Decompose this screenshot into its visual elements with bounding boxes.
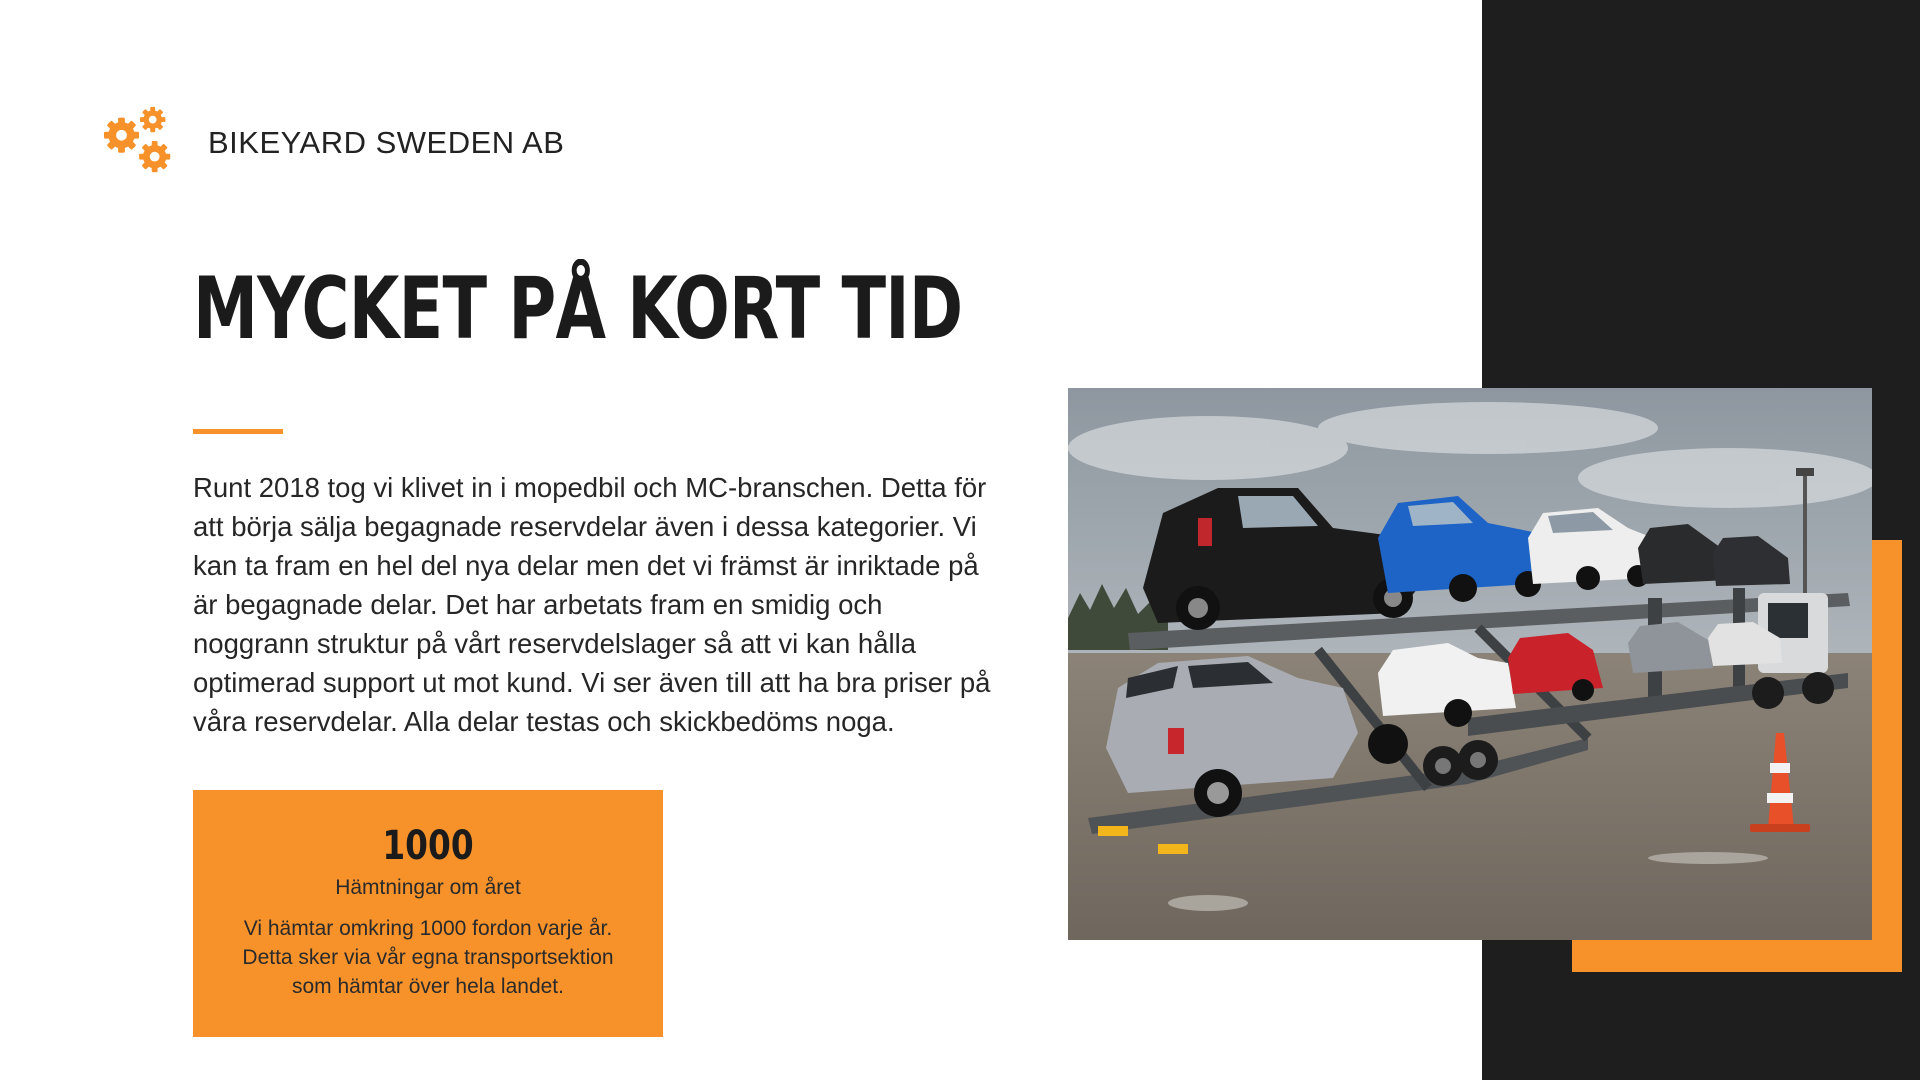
title-divider bbox=[193, 429, 283, 434]
stat-label: Hämtningar om året bbox=[335, 876, 521, 899]
intro-paragraph: Runt 2018 tog vi klivet in i mopedbil och MC-branschen. Detta för att börja sälja begagnade reservdelar även i dessa kategorier. Vi kan ta fram en hel del nya delar men det vi främst är inriktade på är begagnade delar. Det har arbetats fram en smidig och noggrann struktur på vårt reservdelslager så att vi kan hålla optimerad support ut mot kund. Vi ser även till att ha bra priser på våra reservdelar. Alla delar testas och skickbedöms noga. bbox=[193, 472, 991, 737]
stat-description: Vi hämtar omkring 1000 fordon varje år. Detta sker via vår egna transportsektion som hämtar över hela landet. bbox=[242, 917, 614, 998]
brand-name: BIKEYARD SWEDEN AB bbox=[208, 125, 565, 160]
gears-icon bbox=[102, 104, 180, 182]
brand-header bbox=[102, 104, 564, 182]
page-title: MYCKET PÅ KORT TID bbox=[193, 259, 963, 359]
stat-number: 1000 bbox=[382, 823, 474, 869]
car-transport-truck-photo bbox=[1068, 388, 1872, 940]
stat-card bbox=[193, 790, 663, 1037]
